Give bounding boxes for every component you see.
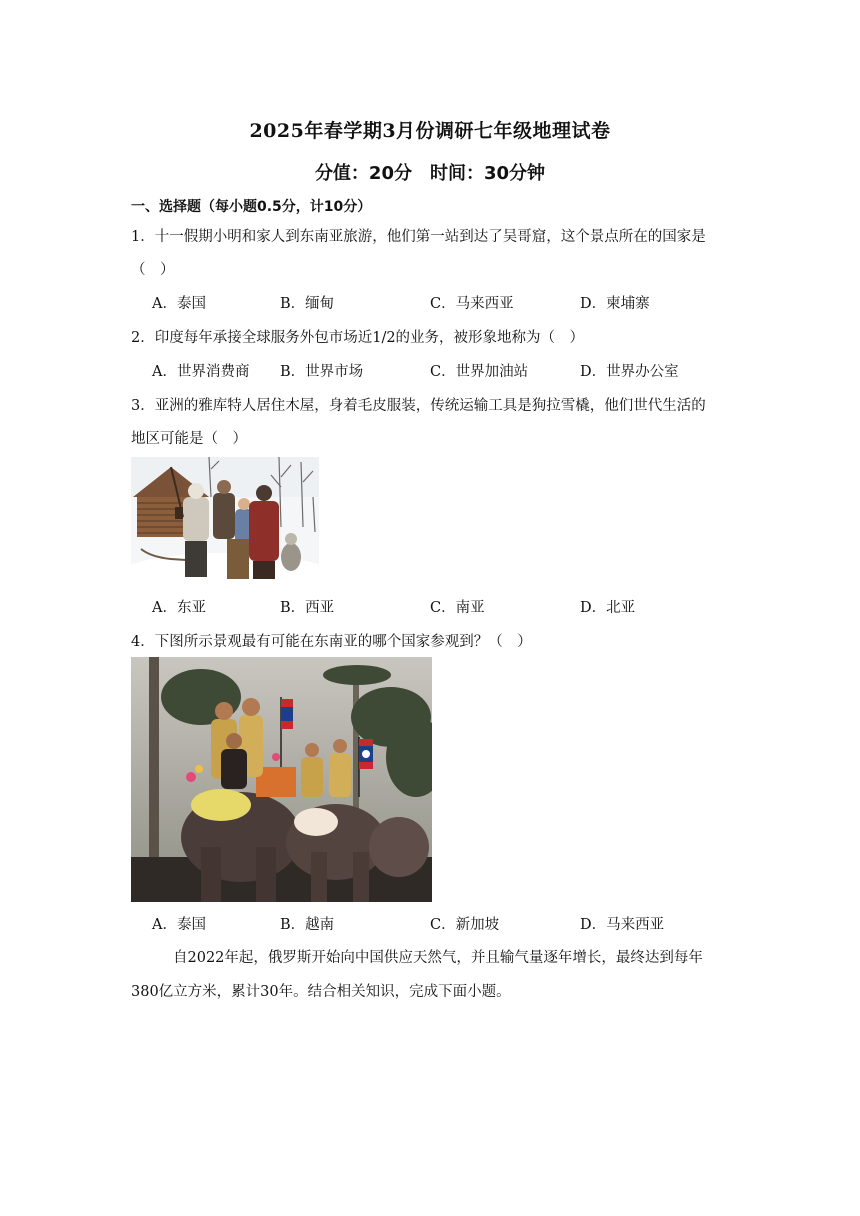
question-4-option-a: A．泰国 bbox=[152, 917, 206, 933]
question-3-option-d: D．北亚 bbox=[580, 600, 636, 616]
question-1-option-c: C．马来西亚 bbox=[430, 296, 514, 312]
question-2-stem: 2．印度每年承接全球服务外包市场近1/2的业务，被形象地称为（ ） bbox=[131, 330, 585, 346]
question-4-option-b: B．越南 bbox=[280, 917, 335, 933]
question-3-option-c: C．南亚 bbox=[430, 600, 485, 616]
question-2-option-a: A．世界消费商 bbox=[152, 364, 250, 380]
yakut-photo-drawing bbox=[131, 457, 319, 585]
exam-info: 分值：20分 时间：30分钟 bbox=[314, 163, 546, 184]
yakut-people-photo bbox=[131, 457, 319, 585]
question-2-option-d: D．世界办公室 bbox=[580, 364, 679, 380]
question-1-stem: 1．十一假期小明和家人到东南亚旅游，他们第一站到达了吴哥窟，这个景点所在的国家是 bbox=[131, 229, 706, 245]
question-3-option-a: A．东亚 bbox=[152, 600, 206, 616]
section-heading: 一、选择题（每小题0.5分，计10分） bbox=[131, 199, 372, 215]
elephant-parade-photo bbox=[131, 657, 432, 902]
question-4-option-d: D．马来西亚 bbox=[580, 917, 665, 933]
question-2-option-b: B．世界市场 bbox=[280, 364, 364, 380]
question-1-option-d: D．柬埔寨 bbox=[580, 296, 650, 312]
question-4-stem: 4．下图所示景观最有可能在东南亚的哪个国家参观到？（ ） bbox=[131, 634, 532, 650]
question-3-stem: 3．亚洲的雅库特人居住木屋，身着毛皮服装，传统运输工具是狗拉雪橇，他们世代生活的 bbox=[131, 398, 706, 414]
question-1-option-b: B．缅甸 bbox=[280, 296, 335, 312]
question-4-option-c: C．新加坡 bbox=[430, 917, 500, 933]
elephant-photo-drawing bbox=[131, 657, 432, 902]
question-2-option-c: C．世界加油站 bbox=[430, 364, 529, 380]
question-3-option-b: B．西亚 bbox=[280, 600, 335, 616]
question-3-stem-cont: 地区可能是（ ） bbox=[131, 431, 247, 447]
page-title: 2025年春学期3月份调研七年级地理试卷 bbox=[249, 120, 611, 142]
question-1-option-a: A．泰国 bbox=[152, 296, 206, 312]
material-paragraph-line1: 自2022年起，俄罗斯开始向中国供应天然气，并且输气量逐年增长，最终达到每年 bbox=[173, 950, 703, 966]
question-1-stem-cont: （ ） bbox=[131, 262, 175, 278]
material-paragraph-line2: 380亿立方米，累计30年。结合相关知识，完成下面小题。 bbox=[131, 984, 511, 1000]
